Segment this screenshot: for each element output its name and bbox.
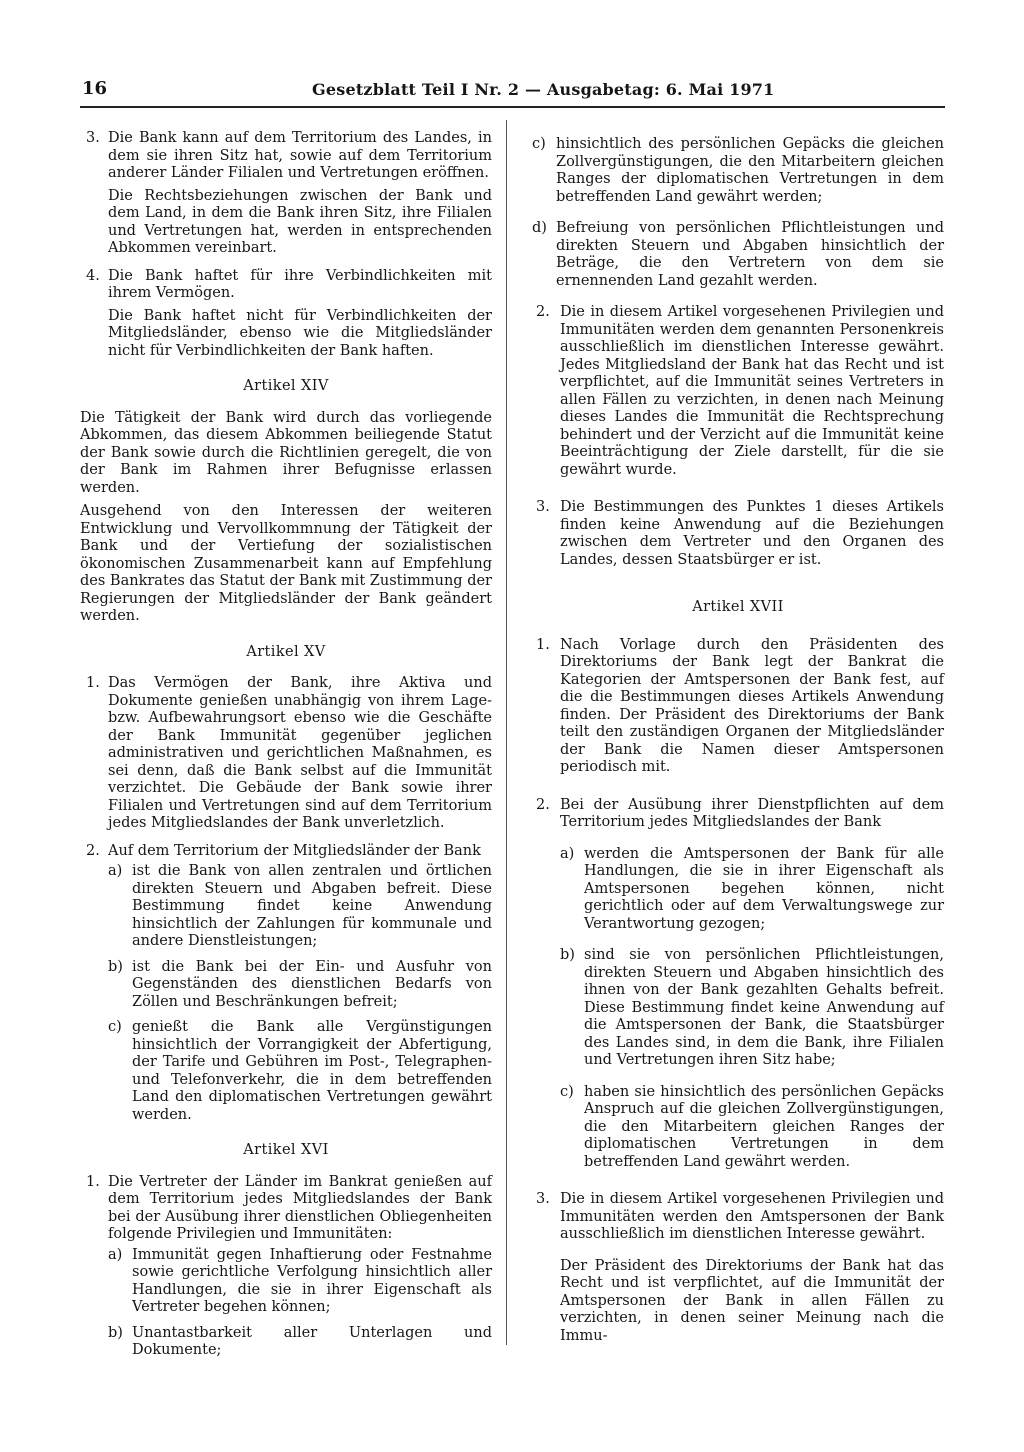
subclause-c bbox=[560, 1084, 944, 1172]
clause-number: 1. bbox=[536, 636, 550, 653]
header-rule bbox=[80, 106, 945, 108]
clause-text: Die Bestimmungen des Punktes 1 dieses Artikels finden keine Anwendung auf die Beziehungen zwischen dem Vertreter und den Organen des Landes, dessen Staatsbürger er ist. bbox=[560, 499, 944, 568]
subclause-label: b) bbox=[560, 947, 575, 963]
clause-text: Die Bank haftet für ihre Verbindlichkeiten mit ihrem Vermögen. bbox=[108, 267, 492, 301]
clause-number: 2. bbox=[86, 842, 100, 859]
article-xv-clause-2 bbox=[80, 843, 492, 1125]
subclause-a bbox=[108, 1247, 492, 1317]
clause-number: 4. bbox=[86, 267, 100, 284]
subclause-label: a) bbox=[560, 845, 575, 862]
subclause-text: werden die Amtspersonen der Bank für alle Handlungen, die sie in ihrer Eigenschaft als Amtspersonen begehen können, nicht gerichtlich oder auf dem Verwaltungswege zur Verantwortung gezogen; bbox=[584, 845, 944, 932]
clause-text: Auf dem Territorium der Mitgliedsländer der Bank bbox=[108, 842, 481, 859]
article-xvii-clause-3 bbox=[532, 1191, 944, 1345]
subclause-text: Immunität gegen Inhaftierung oder Festnahme sowie gerichtliche Verfolgung hinsichtlich aller Handlungen, die sie in ihrer Eigenschaft als Vertreter begehen können; bbox=[132, 1246, 492, 1315]
subclause-label: c) bbox=[532, 136, 546, 152]
clause-number: 2. bbox=[536, 304, 550, 320]
column-divider bbox=[506, 120, 507, 1345]
clause-text: Die Bank kann auf dem Territorium des Landes, in dem sie ihren Sitz hat, sowie auf dem Territorium anderer Länder Filialen und Vertretungen eröffnen. bbox=[108, 130, 492, 181]
subclause-text: haben sie hinsichtlich des persönlichen Gepäcks Anspruch auf die gleichen Zollvergünstigungen, die den Mitarbeitern gleichen Ranges der diplomatischen Vertretungen in dem betreffenden Land gewährt werden. bbox=[584, 1083, 944, 1170]
article-xvii-clause-2 bbox=[532, 797, 944, 1172]
subclause-text: genießt die Bank alle Vergünstigungen hinsichtlich der Vorrangigkeit der Abfertigung, der Tarife und Gebühren im Post-, Telegraphen- und Telefonverkehr, die in dem betreffenden Land den diplomatischen Vertretungen gewährt werden. bbox=[132, 1019, 492, 1123]
article-heading-xvii: Artikel XVII bbox=[692, 599, 784, 615]
page-number: 16 bbox=[82, 78, 108, 99]
subclause-text: hinsichtlich des persönlichen Gepäcks die gleichen Zollvergünstigungen, die den Mitarbeitern gleichen Ranges der diplomatischen Vertretungen in dem betreffenden Land gewährt werden; bbox=[556, 136, 944, 205]
subclause-label: d) bbox=[532, 220, 547, 236]
clause-text: Bei der Ausübung ihrer Dienstpflichten auf dem Territorium jedes Mitgliedslandes der Bank bbox=[560, 796, 944, 830]
clause-number: 1. bbox=[86, 675, 100, 691]
clause-number: 2. bbox=[536, 796, 550, 813]
clause-number: 3. bbox=[536, 499, 550, 515]
article-xiv-paragraph-2: Ausgehend von den Interessen der weiteren Entwicklung und Vervollkommnung der Tätigkeit der Bank und der Vertiefung der sozialistischen ökonomischen Zusammenarbeit kann auf Empfehlung des Bankrates das Statut der Bank mit Zustimmung der Regierungen der Mitgliedsländer der Bank geändert werden. bbox=[80, 503, 492, 624]
clause-number: 3. bbox=[86, 130, 100, 146]
article-xv-clause-1 bbox=[80, 675, 492, 833]
subclause-text: Unantastbarkeit aller Unterlagen und Dokumente; bbox=[132, 1324, 492, 1358]
subclause-label: a) bbox=[108, 1246, 123, 1263]
article-xvi-clause-1 bbox=[80, 1174, 492, 1360]
clause-3 bbox=[80, 130, 492, 258]
right-column bbox=[532, 136, 944, 1365]
article-xvii-clause-1 bbox=[532, 637, 944, 777]
article-xvi-clause-3 bbox=[532, 499, 944, 569]
article-xvi-clause-2 bbox=[532, 304, 944, 479]
subclause-c bbox=[108, 1019, 492, 1124]
clause-text: Die in diesem Artikel vorgesehenen Privilegien und Immunitäten werden den Amtspersonen der Bank ausschließlich im dienstlichen Interesse gewährt. bbox=[560, 1191, 944, 1242]
clause-continuation: Die Bank haftet nicht für Verbindlichkeiten der Mitgliedsländer, ebenso wie die Mitgliedsländer nicht für Verbindlichkeiten der Bank haften. bbox=[108, 307, 492, 359]
clause-continuation: Der Präsident des Direktoriums der Bank hat das Recht und ist verpflichtet, auf die Immunität der Amtspersonen der Bank in allen Fällen zu verzichten, in denen seiner Meinung nach die Immu- bbox=[560, 1257, 944, 1344]
continued-subclause-d bbox=[532, 220, 944, 290]
article-heading-xiv: Artikel XIV bbox=[243, 378, 329, 394]
publication-title: Gesetzblatt Teil I Nr. 2 — Ausgabetag: 6. Mai 1971 bbox=[312, 80, 775, 99]
subclause-text: sind sie von persönlichen Pflichtleistungen, direkten Steuern und Abgaben hinsichtlich des ihnen von der Bank gezahlten Gehalts befreit. Diese Bestimmung findet keine Anwendung auf die Amtspersonen der Bank, die Staatsbürger des Landes sind, in dem die Bank, ihre Filialen und Vertretungen ihren Sitz habe; bbox=[584, 947, 944, 1068]
article-heading-xv: Artikel XV bbox=[246, 643, 326, 660]
continued-subclause-c bbox=[532, 136, 944, 206]
clause-text: Das Vermögen der Bank, ihre Aktiva und Dokumente genießen unabhängig von ihrem Lage- bzw. Aufbewahrungsort ebenso wie die Geschäfte der Bank Immunität gegenüber jeglichen administrativen und gerichtlichen Maßnahmen, es sei denn, daß die Bank selbst auf die Immunität verzichtet. Die Gebäude der Bank sowie ihrer Filialen und Vertretungen sind auf dem Territorium jedes Mitgliedslandes der Bank unverletzlich. bbox=[108, 675, 492, 831]
subclause-label: a) bbox=[108, 863, 123, 879]
subclause-b bbox=[108, 959, 492, 1012]
clause-continuation: Die Rechtsbeziehungen zwischen der Bank und dem Land, in dem die Bank ihren Sitz, ihre Filialen und Vertretungen hat, werden in entsprechenden Abkommen vereinbart. bbox=[108, 187, 492, 256]
page-header bbox=[80, 78, 945, 108]
subclause-text: Befreiung von persönlichen Pflichtleistungen und direkten Steuern und Abgaben hinsichtlich der Beträge, die den Vertretern von dem sie ernennenden Land gezahlt werden. bbox=[556, 220, 944, 289]
article-xiv-paragraph-1: Die Tätigkeit der Bank wird durch das vorliegende Abkommen, das diesem Abkommen beiliegende Statut der Bank sowie durch die Richtlinien geregelt, die von der Bank im Rahmen ihrer Befugnisse erlassen werden. bbox=[80, 409, 492, 496]
subclause-a bbox=[108, 863, 492, 951]
subclause-label: b) bbox=[108, 1324, 123, 1341]
subclause-label: c) bbox=[108, 1019, 122, 1035]
clause-number: 1. bbox=[86, 1173, 100, 1190]
article-heading-xvi: Artikel XVI bbox=[243, 1142, 329, 1158]
subclause-label: c) bbox=[560, 1083, 574, 1100]
subclause-b bbox=[560, 947, 944, 1070]
clause-4 bbox=[80, 268, 492, 361]
clause-text: Die Vertreter der Länder im Bankrat genießen auf dem Territorium jedes Mitgliedslandes der Bank bei der Ausübung ihrer dienstlichen Obliegenheiten folgende Privilegien und Immunitäten: bbox=[108, 1173, 492, 1242]
clause-text: Die in diesem Artikel vorgesehenen Privilegien und Immunitäten werden dem genannten Personenkreis ausschließlich im dienstlichen Interesse gewährt. Jedes Mitgliedsland der Bank hat das Recht und ist verpflichtet, auf die Immunität seines Vertreters in allen Fällen zu verzichten, in denen nach Meinung dieses Landes die Immunität die Rechtsprechung behindert und der Verzicht auf die Immunität keine Beeinträchtigung der Ziele darstellt, für die sie gewährt wurde. bbox=[560, 304, 944, 478]
subclause-label: b) bbox=[108, 958, 123, 975]
subclause-a bbox=[560, 846, 944, 934]
subclause-b bbox=[108, 1325, 492, 1360]
clause-number: 3. bbox=[536, 1191, 550, 1207]
clause-text: Nach Vorlage durch den Präsidenten des Direktoriums der Bank legt der Bankrat die Kategorien der Amtspersonen der Bank fest, auf die die Bestimmungen dieses Artikels Anwendung finden. Der Präsident des Direktoriums der Bank teilt den zuständigen Organen der Mitgliedsländer der Bank die Namen dieser Amtspersonen periodisch mit. bbox=[560, 636, 944, 775]
subclause-text: ist die Bank bei der Ein- und Ausfuhr von Gegenständen des dienstlichen Bedarfs von Zöllen und Beschränkungen befreit; bbox=[132, 958, 492, 1010]
subclause-text: ist die Bank von allen zentralen und örtlichen direkten Steuern und Abgaben befreit. Diese Bestimmung findet keine Anwendung hinsichtlich der Zahlungen für kommunale und andere Dienstleistungen; bbox=[132, 863, 492, 949]
left-column bbox=[80, 130, 492, 1370]
